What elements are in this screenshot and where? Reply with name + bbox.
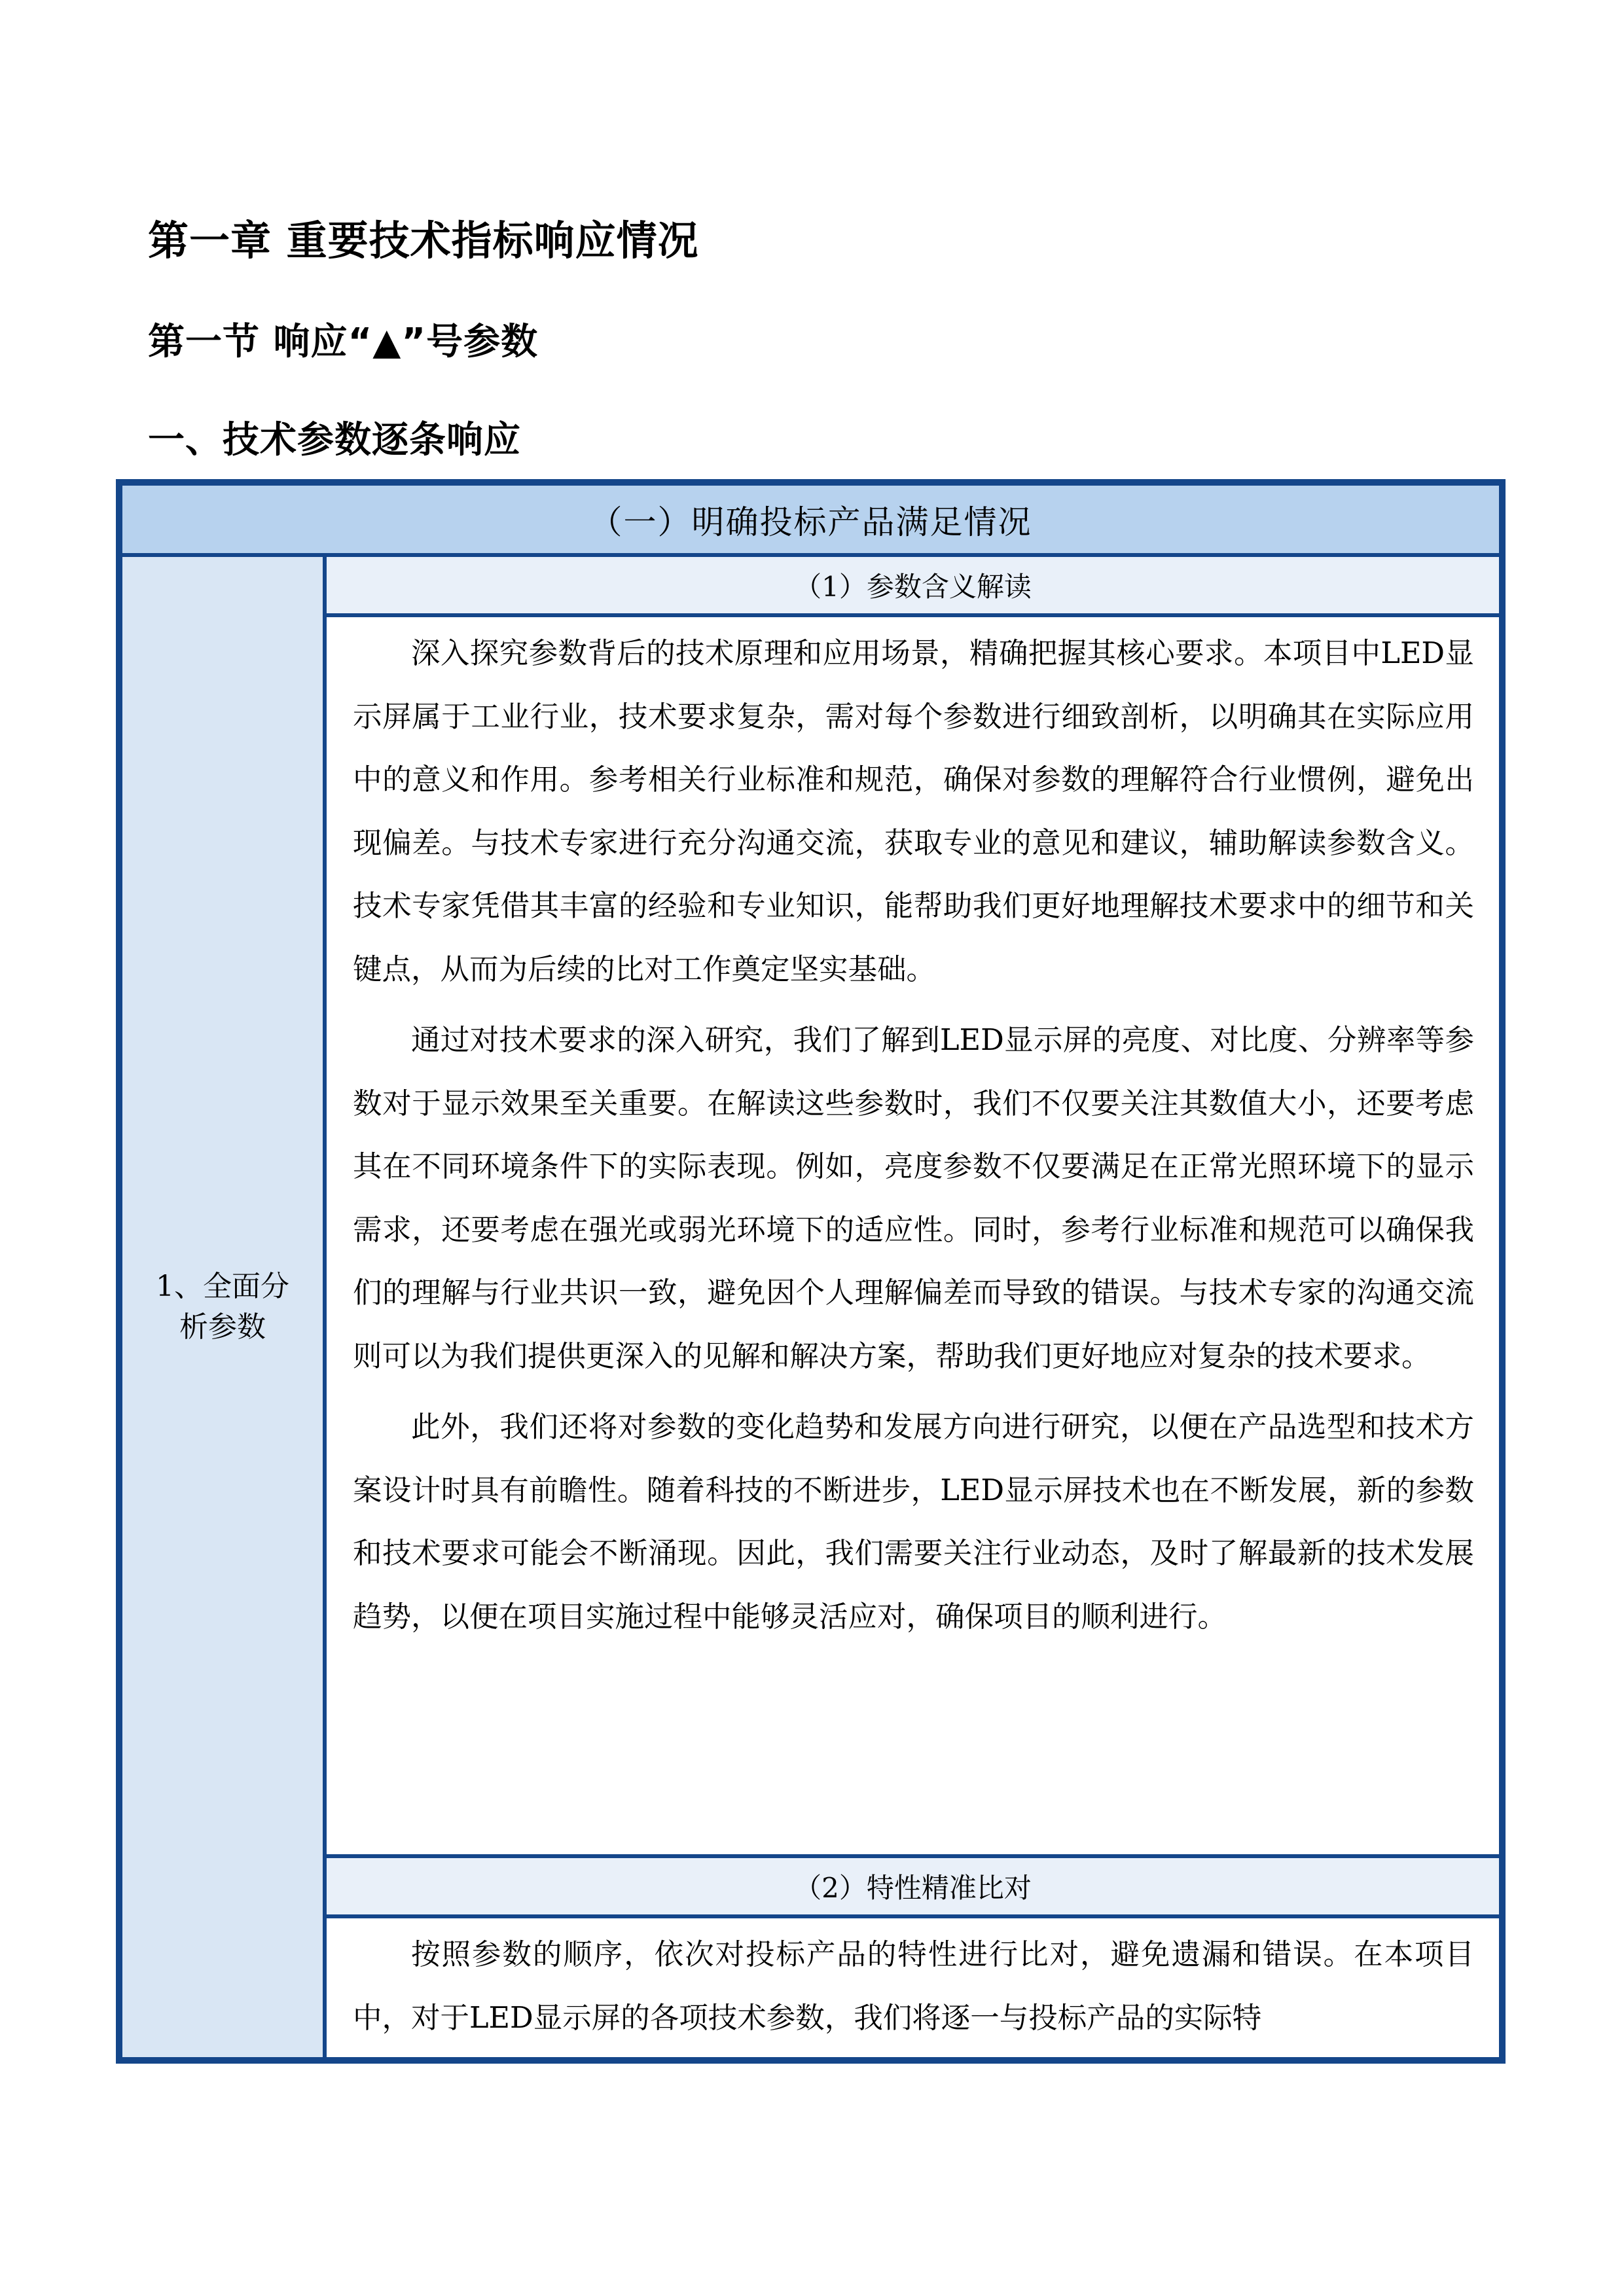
table-header: （一）明确投标产品满足情况: [122, 486, 1499, 553]
row-label: 1、全面分析参数: [156, 1270, 289, 1344]
response-table: [116, 479, 1506, 2064]
section-body-1: [327, 617, 1499, 1854]
subsection-title: 一、技术参数逐条响应: [148, 419, 521, 461]
section-heading-1: （1）参数含义解读: [327, 557, 1499, 613]
paragraph: 按照参数的顺序，依次对投标产品的特性进行比对，避免遗漏和错误。在本项目中，对于LED显示屏的各项技术参数，我们将逐一与投标产品的实际特: [353, 1938, 1474, 2035]
paragraph: 此外，我们还将对参数的变化趋势和发展方向进行研究，以便在产品选型和技术方案设计时具有前瞻性。随着科技的不断进步，LED显示屏技术也在不断发展，新的参数和技术要求可能会不断涌现。因此，我们需要关注行业动态，及时了解最新的技术发展趋势，以便在项目实施过程中能够灵活应对，确保项目的顺利进行。: [353, 1410, 1474, 1634]
paragraph: 通过对技术要求的深入研究，我们了解到LED显示屏的亮度、对比度、分辨率等参数对于显示效果至关重要。在解读这些参数时，我们不仅要关注其数值大小，还要考虑其在不同环境条件下的实际表现。例如，亮度参数不仅要满足在正常光照环境下的显示需求，还要考虑在强光或弱光环境下的适应性。同时，参考行业标准和规范可以确保我们的理解与行业共识一致，避免因个人理解偏差而导致的错误。与技术专家的沟通交流则可以为我们提供更深入的见解和解决方案，帮助我们更好地应对复杂的技术要求。: [353, 1024, 1474, 1373]
row-label-cell: [122, 557, 323, 2057]
section-body-2: [327, 1918, 1499, 2057]
chapter-title: 第一章 重要技术指标响应情况: [148, 217, 699, 264]
section-heading-2: （2）特性精准比对: [327, 1858, 1499, 1914]
section-title: 第一节 响应“▲”号参数: [148, 321, 539, 363]
paragraph: 深入探究参数背后的技术原理和应用场景，精确把握其核心要求。本项目中LED显示屏属于工业行业，技术要求复杂，需对每个参数进行细致剖析，以明确其在实际应用中的意义和作用。参考相关行业标准和规范，确保对参数的理解符合行业惯例，避免出现偏差。与技术专家进行充分沟通交流，获取专业的意见和建议，辅助解读参数含义。技术专家凭借其丰富的经验和专业知识，能帮助我们更好地理解技术要求中的细节和关键点，从而为后续的比对工作奠定坚实基础。: [353, 637, 1474, 986]
